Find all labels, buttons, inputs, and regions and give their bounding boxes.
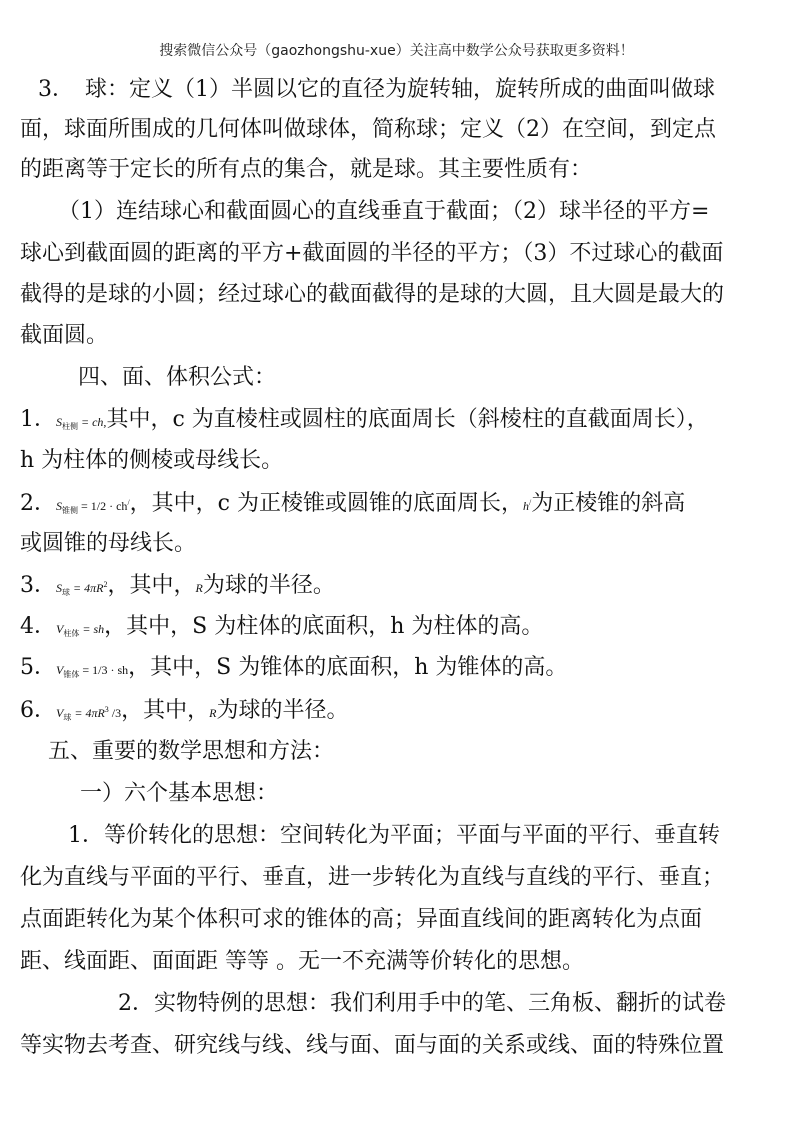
text-line: 距、线面距、面面距 等等 。无一不充满等价转化的思想。 xyxy=(20,949,584,974)
formula-subscript: 球 xyxy=(63,713,72,722)
formula-text: ，其中，c 为正棱锥或圆锥的底面周长， xyxy=(129,491,523,516)
formula-text: ，其中， xyxy=(121,698,210,723)
text-line: 等实物去考查、研究线与线、线与面、面与面的关系或线、面的特殊位置 xyxy=(20,1033,725,1058)
formula-number: 4． xyxy=(20,614,56,639)
formula-tail-symbol: R xyxy=(209,706,217,720)
formula-subscript: 球 xyxy=(62,588,70,597)
formula-line xyxy=(20,653,567,690)
formula-symbol: S xyxy=(56,499,62,513)
formula-symbol: S xyxy=(56,581,62,595)
section-heading: 五、重要的数学思想和方法： xyxy=(48,739,335,764)
formula-tail-text: 为正棱锥的斜高 xyxy=(531,491,686,516)
formula-superscript: / xyxy=(127,498,130,507)
formula-symbol: V xyxy=(56,663,64,677)
formula-subscript: 柱体 xyxy=(63,629,80,638)
formula-text: ，其中， xyxy=(107,573,196,598)
formula-symbol: V xyxy=(56,622,64,636)
text-line: 的距离等于定长的所有点的集合，就是球。其主要性质有： xyxy=(20,157,593,182)
text-line: 球心到截面圆的距离的平方+截面圆的半径的平方；（3）不过球心的截面 xyxy=(20,241,724,266)
text-line: h 为柱体的侧棱或母线长。 xyxy=(20,448,284,473)
formula-rhs-suffix: /3 xyxy=(108,706,122,720)
formula-superscript: 3 xyxy=(104,705,109,714)
text-line: 截得的是球的小圆；经过球心的截面截得的是球的大圆，且大圆是最大的 xyxy=(20,282,725,307)
text-line: 3． 球：定义（1）半圆以它的直径为旋转轴，旋转所成的曲面叫做球 xyxy=(38,77,715,102)
text-line: 或圆锥的母线长。 xyxy=(20,531,197,556)
formula-tail-superscript: / xyxy=(529,498,532,507)
formula-line xyxy=(20,405,709,442)
formula-symbol: V xyxy=(56,706,64,720)
formula-number: 1． xyxy=(20,407,56,432)
page-header: 搜索微信公众号（gaozhongshu-xue）关注高中数学公众号获取更多资料！ xyxy=(159,43,634,59)
formula-text: 其中，c 为直棱柱或圆柱的底面周长（斜棱柱的直截面周长）， xyxy=(106,407,709,432)
formula-line xyxy=(20,612,543,649)
subsection-heading: 一）六个基本思想： xyxy=(80,781,279,806)
formula-number: 6． xyxy=(20,698,56,723)
text-line: 化为直线与平面的平行、垂直，进一步转化为直线与直线的平行、垂直； xyxy=(20,865,725,890)
formula-line xyxy=(20,488,685,526)
formula-rhs: = 4πR xyxy=(71,706,105,720)
formula-rhs: = 1/2 · ch xyxy=(78,499,128,513)
text-line: 面，球面所围成的几何体叫做球体，简称球；定义（2）在空间，到定点 xyxy=(20,117,716,142)
formula-tail-text: 为球的半径。 xyxy=(202,573,335,598)
formula-number: 5． xyxy=(20,655,56,680)
text-line: 点面距转化为某个体积可求的锥体的高；异面直线间的距离转化为点面 xyxy=(20,907,703,932)
formula-symbol: S xyxy=(56,415,62,429)
section-heading: 四、面、体积公式： xyxy=(78,365,277,390)
text-line: 1．等价转化的思想：空间转化为平面；平面与平面的平行、垂直转 xyxy=(68,823,720,848)
text-line: 2．实物特例的思想：我们利用手中的笔、三角板、翻折的试卷 xyxy=(118,991,726,1016)
text-line: （1）连结球心和截面圆心的直线垂直于截面；（2）球半径的平方= xyxy=(58,199,710,224)
formula-rhs: = 1/3 · sh xyxy=(79,663,129,677)
formula-rhs: = 4πR xyxy=(70,581,104,595)
formula-line xyxy=(20,570,335,608)
formula-tail-symbol: R xyxy=(195,581,203,595)
formula-number: 3． xyxy=(20,573,56,598)
formula-rhs: = sh xyxy=(79,622,105,636)
formula-tail-symbol: h xyxy=(523,499,529,513)
text-line: 截面圆。 xyxy=(20,323,109,348)
formula-subscript: 柱侧 xyxy=(62,422,78,431)
formula-tail-text: 为球的半径。 xyxy=(216,698,349,723)
formula-number: 2． xyxy=(20,491,56,516)
formula-text: ，其中，S 为柱体的底面积，h 为柱体的高。 xyxy=(104,614,544,639)
formula-superscript: 2 xyxy=(103,580,108,589)
formula-subscript: 锥体 xyxy=(63,670,80,679)
formula-rhs: = ch, xyxy=(78,415,107,429)
formula-line xyxy=(20,695,349,733)
formula-text: ，其中，S 为锥体的底面积，h 为锥体的高。 xyxy=(128,655,568,680)
formula-subscript: 锥侧 xyxy=(62,506,78,515)
